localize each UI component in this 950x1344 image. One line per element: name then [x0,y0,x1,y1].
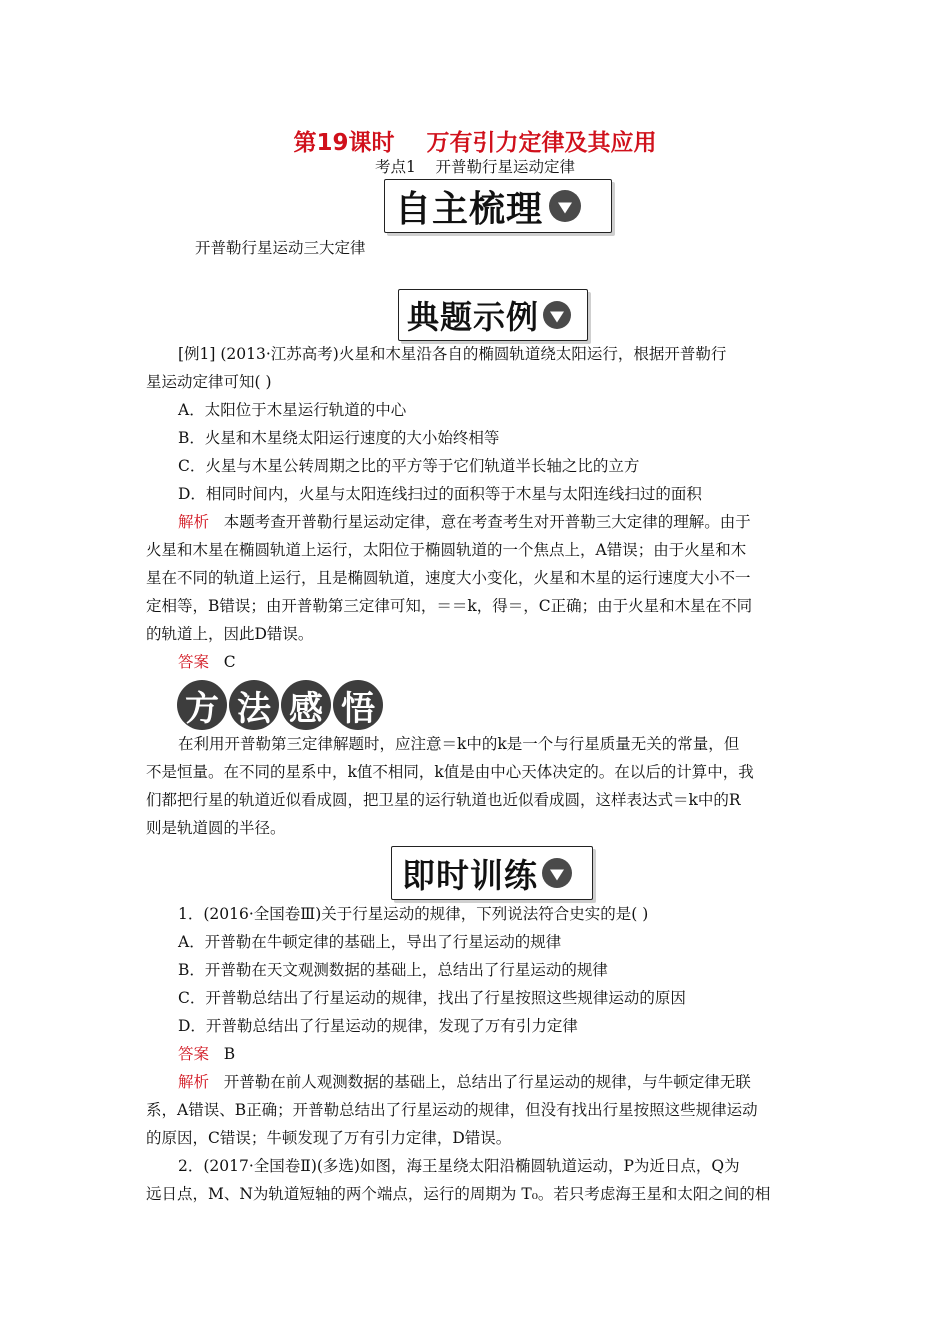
example-analysis-line [178,508,842,536]
training-question-2: 远日点，M、N为轨道短轴的两个端点，运行的周期为 T₀。若只考虑海王星和太阳之间的相 [146,1185,771,1203]
example-analysis-line: 定相等，B错误；由开普勒第三定律可知，＝＝k，得＝，C正确；由于火星和木星在不同 [146,597,753,615]
triangle-down-icon [549,190,581,222]
method-line: 不是恒量。在不同的星系中，k值不相同，k值是由中心天体决定的。在以后的计算中，我 [146,763,754,781]
analysis-text: 本题考查开普勒行星运动定律，意在考查考生对开普勒三大定律的理解。由于 [209,513,751,531]
method-char: 感 [281,680,331,730]
section-header-training [391,846,593,900]
section-header-label: 典题示例 [407,298,540,336]
analysis-tag: 解析 [178,1073,210,1091]
section-header-method [177,680,383,730]
method-char: 法 [229,680,279,730]
example-question-line: 星运动定律可知( ) [146,373,272,391]
training-option-c: C．开普勒总结出了行星运动的规律，找出了行星按照这些规律运动的原因 [178,989,686,1007]
example-option-c: C．火星与木星公转周期之比的平方等于它们轨道半长轴之比的立方 [178,457,640,475]
self-study-text: 开普勒行星运动三大定律 [195,239,366,257]
analysis-text: 开普勒在前人观测数据的基础上，总结出了行星运动的规律，与牛顿定律无联 [209,1073,751,1091]
section-header-self-study [384,179,612,233]
training-analysis-line: 的原因，C错误；牛顿发现了万有引力定律，D错误。 [146,1129,512,1147]
training-question-1: 1．(2016·全国卷Ⅲ)关于行星运动的规律，下列说法符合史实的是( ) [178,905,649,923]
training-option-d: D．开普勒总结出了行星运动的规律，发现了万有引力定律 [178,1017,578,1035]
example-option-a: A．太阳位于木星运行轨道的中心 [178,401,407,419]
example-answer-line [178,648,842,676]
method-char: 方 [177,680,227,730]
example-analysis-line: 的轨道上，因此D错误。 [146,625,314,643]
training-answer-line [178,1040,842,1068]
page-title: 第19课时 万有引力定律及其应用 [293,130,657,156]
section-header-example [398,289,588,341]
section-header-label: 自主梳理 [395,188,544,230]
method-line: 在利用开普勒第三定律解题时，应注意＝k中的k是一个与行星质量无关的常量，但 [178,735,740,753]
method-line: 们都把行星的轨道近似看成圆，把卫星的运行轨道也近似看成圆，这样表达式＝k中的R [146,791,741,809]
example-option-d: D．相同时间内，火星与太阳连线扫过的面积等于木星与太阳连线扫过的面积 [178,485,702,503]
method-line: 则是轨道圆的半径。 [146,819,286,837]
example-option-b: B．火星和木星绕太阳运行速度的大小始终相等 [178,429,500,447]
page-subtitle: 考点1 开普勒行星运动定律 [374,158,576,176]
training-analysis-line [178,1068,842,1096]
training-question-2: 2．(2017·全国卷Ⅱ)(多选)如图，海王星绕太阳沿椭圆轨道运动，P为近日点，Q为 [178,1157,740,1175]
answer-tag: 答案 [178,653,210,671]
example-analysis-line: 火星和木星在椭圆轨道上运行，太阳位于椭圆轨道的一个焦点上，A错误；由于火星和木 [146,541,747,559]
training-option-a: A．开普勒在牛顿定律的基础上，导出了行星运动的规律 [178,933,562,951]
answer-value: B [209,1045,236,1063]
example-analysis-line: 星在不同的轨道上运行，且是椭圆轨道，速度大小变化，火星和木星的运行速度大小不一 [146,569,751,587]
triangle-down-icon [543,301,571,329]
training-analysis-line: 系，A错误、B正确；开普勒总结出了行星运动的规律，但没有找出行星按照这些规律运动 [146,1101,758,1119]
triangle-down-icon [542,858,572,888]
analysis-tag: 解析 [178,513,210,531]
training-option-b: B．开普勒在天文观测数据的基础上，总结出了行星运动的规律 [178,961,608,979]
example-question-line: [例1] (2013·江苏高考)火星和木星沿各自的椭圆轨道绕太阳运行，根据开普勒行 [178,345,727,363]
answer-tag: 答案 [178,1045,210,1063]
method-char: 悟 [333,680,383,730]
answer-value: C [209,653,236,671]
section-header-label: 即时训练 [402,855,538,895]
